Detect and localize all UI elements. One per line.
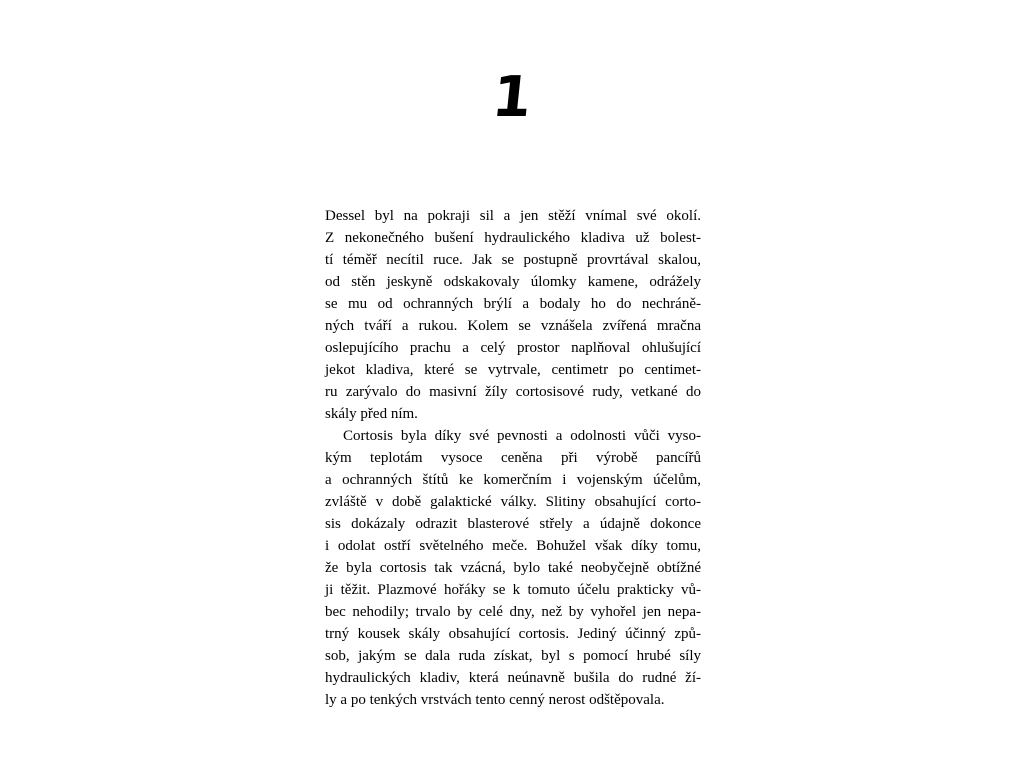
text-line: ru zarývalo do masivní žíly cortosisové rudy, vetkané do (325, 384, 701, 400)
text-line: sis dokázaly odrazit blasterové střely a údajně dokonce (325, 516, 701, 532)
text-line: hydraulických kladiv, která neúnavně bušila do rudné ží- (325, 670, 701, 686)
text-line: zvláště v době galaktické války. Slitiny obsahující corto- (325, 494, 701, 510)
text-line: se mu od ochranných brýlí a bodaly ho do nechráně- (325, 296, 701, 312)
text-line: Z nekonečného bušení hydraulického kladiva už bolest- (325, 230, 701, 246)
text-line: oslepujícího prachu a celý prostor naplňoval ohlušující (325, 340, 701, 356)
text-line: tí téměř necítil ruce. Jak se postupně provrtával skalou, (325, 252, 701, 268)
text-line: a ochranných štítů ke komerčním i vojenským účelům, (325, 472, 701, 488)
chapter-body (325, 205, 701, 711)
text-line: i odolat ostří světelného meče. Bohužel však díky tomu, (325, 538, 701, 554)
text-line: ly a po tenkých vrstvách tento cenný nerost odštěpovala. (325, 692, 665, 708)
text-line: skály před ním. (325, 406, 418, 422)
text-line: trný kousek skály obsahující cortosis. Jediný účinný způ- (325, 626, 701, 642)
text-line: ji těžit. Plazmové hořáky se k tomuto účelu prakticky vů- (325, 582, 701, 598)
chapter-number: 1 (489, 65, 535, 130)
text-line: ných tváří a rukou. Kolem se vznášela zvířená mračna (325, 318, 701, 334)
text-line: od stěn jeskyně odskakovaly úlomky kamene, odrážely (325, 274, 701, 290)
text-line: Dessel byl na pokraji sil a jen stěží vnímal své okolí. (325, 208, 701, 224)
text-line: jekot kladiva, které se vytrvale, centimetr po centimet- (325, 362, 701, 378)
text-line: kým teplotám vysoce ceněna při výrobě pancířů (325, 450, 701, 466)
text-line: Cortosis byla díky své pevnosti a odolnosti vůči vyso- (343, 428, 701, 444)
text-line: sob, jakým se dala ruda získat, byl s pomocí hrubé síly (325, 648, 701, 664)
text-line: že byla cortosis tak vzácná, bylo také neobyčejně obtížné (325, 560, 701, 576)
text-line: bec nehodily; trvalo by celé dny, než by vyhořel jen nepa- (325, 604, 701, 620)
